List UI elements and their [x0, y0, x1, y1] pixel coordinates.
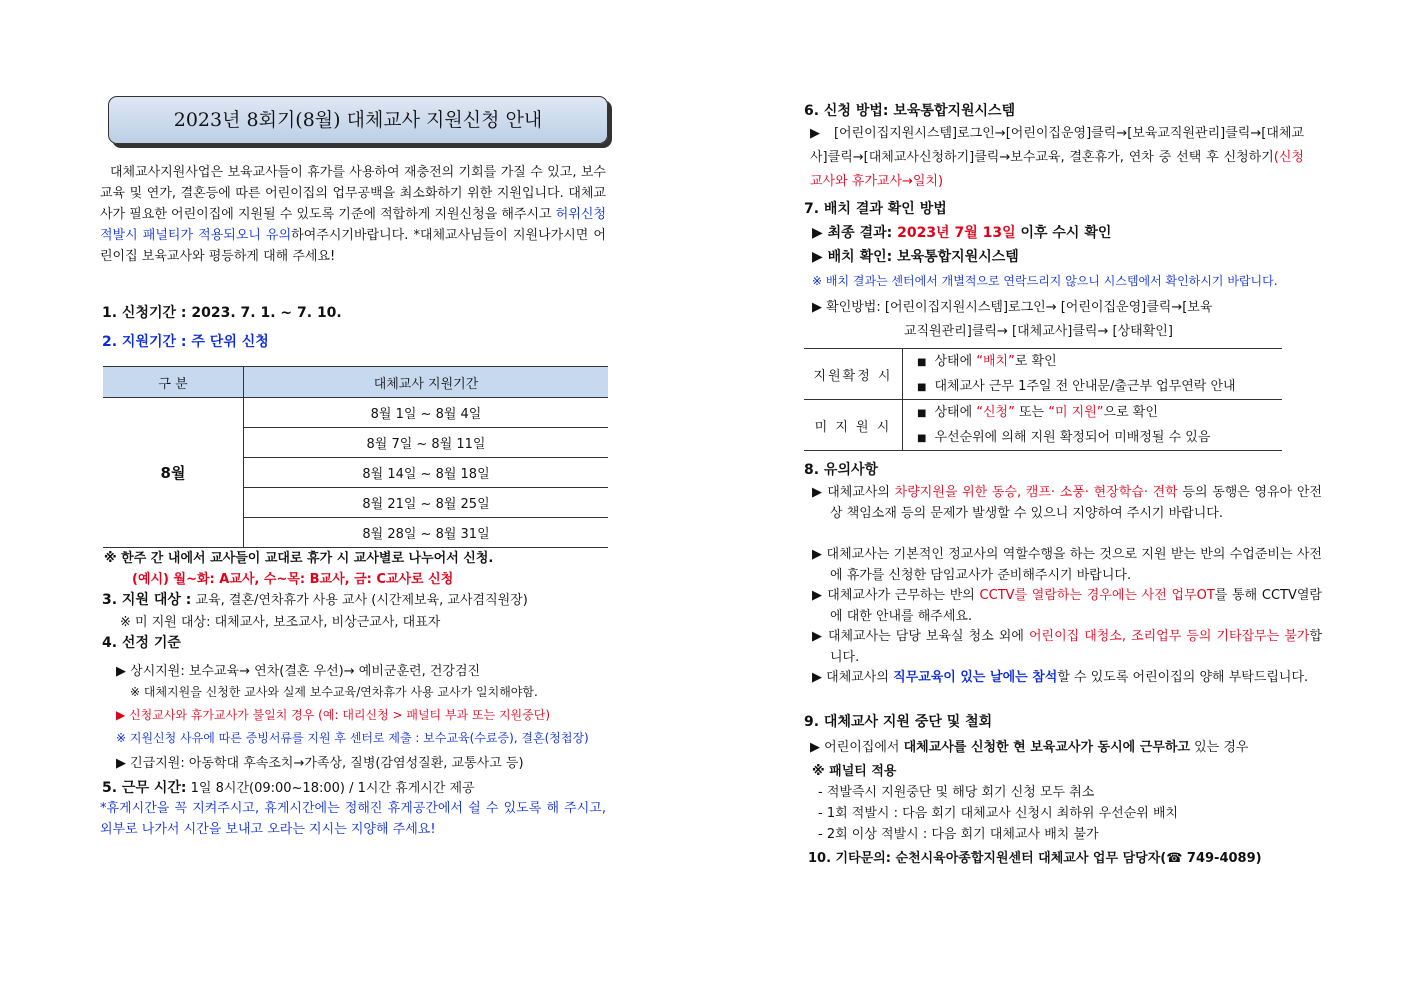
table-row: [804, 400, 1282, 451]
schedule-week: 8월 7일 ~ 8월 11일: [244, 428, 609, 458]
s4-regular: ▶ 상시지원: 보수교육→ 연차(결혼 우선)→ 예비군훈련, 건강검진: [116, 664, 481, 679]
s9-label: 9. 대체교사 지원 중단 및 철회: [804, 714, 993, 730]
s9-penalty: ※ 패널티 적용: [812, 764, 897, 779]
s2-label: 2. 지원기간 :: [102, 334, 187, 350]
s5-worktime: [102, 777, 475, 797]
list-item: ■ 대체교사 근무 1주일 전 안내문/출근부 업무연락 안내: [917, 379, 1236, 394]
s4-label: 4. 선정 기준: [102, 635, 181, 651]
s7-final-tail: 이후 수시 확인: [1020, 225, 1112, 241]
confirm-table: [804, 348, 1282, 451]
s9-p3: - 2회 이상 적발시 : 다음 회기 대체교사 배치 불가: [818, 827, 1099, 842]
s2-support-period: [102, 331, 269, 351]
schedule-header-period: 대체교사 지원기간: [244, 367, 609, 398]
table-row: [804, 349, 1282, 400]
s7-final: [812, 222, 1111, 242]
table-row: [103, 398, 608, 428]
s6-label: 6. 신청 방법: 보육통합지원시스템: [804, 103, 1016, 119]
s3-value: 교육, 결혼/연차휴가 사용 교사 (시간제보육, 교사겸직원장): [195, 593, 528, 608]
s8-item1: ▶ 대체교사의 차량지원을 위한 동승, 캠프· 소풍· 현장학습· 견학 등의 동행은 영유아 안전상 책임소재 등의 문제가 발생할 수 있으니 지양하여 주시기 바랍니다.: [812, 485, 1322, 521]
schedule-week: 8월 21일 ~ 8월 25일: [244, 488, 609, 518]
s5-label: 5. 근무 시간:: [102, 780, 187, 796]
intro-paragraph: [100, 162, 606, 267]
intro-part2: 하여주시기바랍니다. *대체교사님들이 지원나가시면 어린이집 보육교사와 평등하게 대해 주세요!: [100, 228, 606, 264]
s1-apply-period: 1. 신청기간 : 2023. 7. 1. ~ 7. 10.: [102, 305, 342, 321]
s4-mismatch: ▶ 신청교사와 휴가교사가 불일치 경우 (예: 대리신청 > 패널티 부과 또는 지원중단): [116, 708, 551, 722]
s3-label: 3. 지원 대상 :: [102, 592, 192, 608]
s9-line: ▶ 어린이집에서 대체교사를 신청한 현 보육교사가 동시에 근무하고 있는 경우: [810, 740, 1249, 755]
schedule-month: 8월: [103, 398, 244, 548]
schedule-week: 8월 1일 ~ 8월 4일: [244, 398, 609, 428]
s3-target: [102, 589, 528, 609]
page-title: 2023년 8회기(8월) 대체교사 지원신청 안내: [108, 96, 608, 144]
list-item: ■ 우선순위에 의해 지원 확정되어 미배정될 수 있음: [917, 430, 1211, 445]
schedule-week: 8월 14일 ~ 8월 18일: [244, 458, 609, 488]
s7-final-label: ▶ 최종 결과:: [812, 225, 893, 241]
s9-p2: - 1회 적발시 : 다음 회기 대체교사 신청시 최하위 우선순위 배치: [818, 806, 1179, 821]
confirm-key-rejected: 미 지 원 시: [804, 400, 903, 451]
s7-method1: ▶ 확인방법: [어린이집지원시스템]로그인→ [어린이집운영]클릭→[보육: [812, 300, 1213, 315]
s8-item4: ▶ 대체교사는 담당 보육실 청소 외에 어린이집 대청소, 조리업무 등의 기타잡무는 불가합니다.: [812, 629, 1322, 665]
s5-note: *휴게시간을 꼭 지켜주시고, 휴게시간에는 정해진 휴게공간에서 쉴 수 있도록 해 주시고, 외부로 나가서 시간을 보내고 오라는 지시는 지양해 주세요!: [100, 801, 606, 837]
schedule-week: 8월 28일 ~ 8월 31일: [244, 518, 609, 548]
note-example: (예시) 월~화: A교사, 수~목: B교사, 금: C교사로 신청: [132, 572, 454, 587]
s7-label: 7. 배치 결과 확인 방법: [804, 201, 947, 217]
confirm-key-approved: 지원확정 시: [804, 349, 903, 400]
s2-value: 주 단위 신청: [191, 334, 269, 350]
s4-docs: ※ 지원신청 사유에 따른 증빙서류를 지원 후 센터로 제출 : 보수교육(수료증), 결혼(청첩장): [116, 731, 589, 745]
s8-item5: ▶ 대체교사의 직무교육이 있는 날에는 참석할 수 있도록 어린이집의 양해 부탁드립니다.: [812, 670, 1309, 685]
s9-p1: - 적발즉시 지원중단 및 해당 회기 신청 모두 취소: [818, 785, 1095, 800]
schedule-header-division: 구 분: [103, 367, 244, 398]
s8-item3: ▶ 대체교사가 근무하는 반의 CCTV를 열람하는 경우에는 사전 업무OT를 통해 CCTV열람에 대한 안내를 해주세요.: [812, 588, 1322, 624]
s7-method2: 교직원관리]클릭→ [대체교사]클릭→ [상태확인]: [904, 324, 1173, 339]
s8-label: 8. 유의사항: [804, 462, 879, 478]
schedule-table: [103, 366, 608, 548]
s7-confirm: ▶ 배치 확인: 보육통합지원시스템: [812, 249, 1019, 265]
intro-warning: 허위신청 적발시 패널티가 적용되오니 유의: [100, 207, 606, 243]
s3-exclude: ※ 미 지원 대상: 대체교사, 보조교사, 비상근교사, 대표자: [120, 615, 441, 630]
s6-red-note: (신청교사와 휴가교사→일치): [810, 150, 1304, 189]
s10-contact: 10. 기타문의: 순천시육아종합지원센터 대체교사 업무 담당자(☎ 749-4089): [808, 851, 1262, 866]
list-item: ■ 상태에 “신청” 또는 “미 지원”으로 확인: [917, 405, 1158, 420]
schedule-header-row: [103, 367, 608, 398]
s5-value: 1일 8시간(09:00~18:00) / 1시간 휴게시간 제공: [190, 781, 475, 796]
intro-part1: 대체교사지원사업은 보육교사들이 휴가를 사용하여 재충전의 기회를 가질 수 있고, 보수교육 및 연가, 결혼등에 따른 어린이집의 업무공백을 최소화하기 위한 지원입니다. 대체교사가 필요한 어린이집에 지원될 수 있도록 기준에 적합하게 지원신청을 해주시고: [100, 165, 606, 222]
s7-final-date: 2023년 7월 13일: [897, 225, 1016, 241]
s7-note: ※ 배치 결과는 센터에서 개별적으로 연락드리지 않으니 시스템에서 확인하시기 바랍니다.: [812, 274, 1278, 288]
note-week: ※ 한주 간 내에서 교사들이 교대로 휴가 시 교사별로 나누어서 신청.: [104, 551, 494, 566]
s4-urgent: ▶ 긴급지원: 아동학대 후속조치→가족상, 질병(감염성질환, 교통사고 등): [116, 756, 524, 771]
list-item: ■ 상태에 “배치”로 확인: [917, 354, 1057, 369]
s6-text: ▶ [어린이집지원시스템]로그인→[어린이집운영]클릭→[보육교직원관리]클릭→[대체교사]클릭→[대체교사신청하기]클릭→보수교육, 결혼휴가, 연차 중 선택 후 신청하기: [810, 126, 1304, 165]
s8-item2: ▶ 대체교사는 기본적인 정교사의 역할수행을 하는 것으로 지원 받는 반의 수업준비는 사전에 휴가를 신청한 담임교사가 준비해주시기 바랍니다.: [812, 547, 1322, 583]
s4-regular-note: ※ 대체지원을 신청한 교사와 실제 보수교육/연차휴가 사용 교사가 일치해야함.: [130, 685, 538, 699]
s6-body: [810, 122, 1304, 194]
